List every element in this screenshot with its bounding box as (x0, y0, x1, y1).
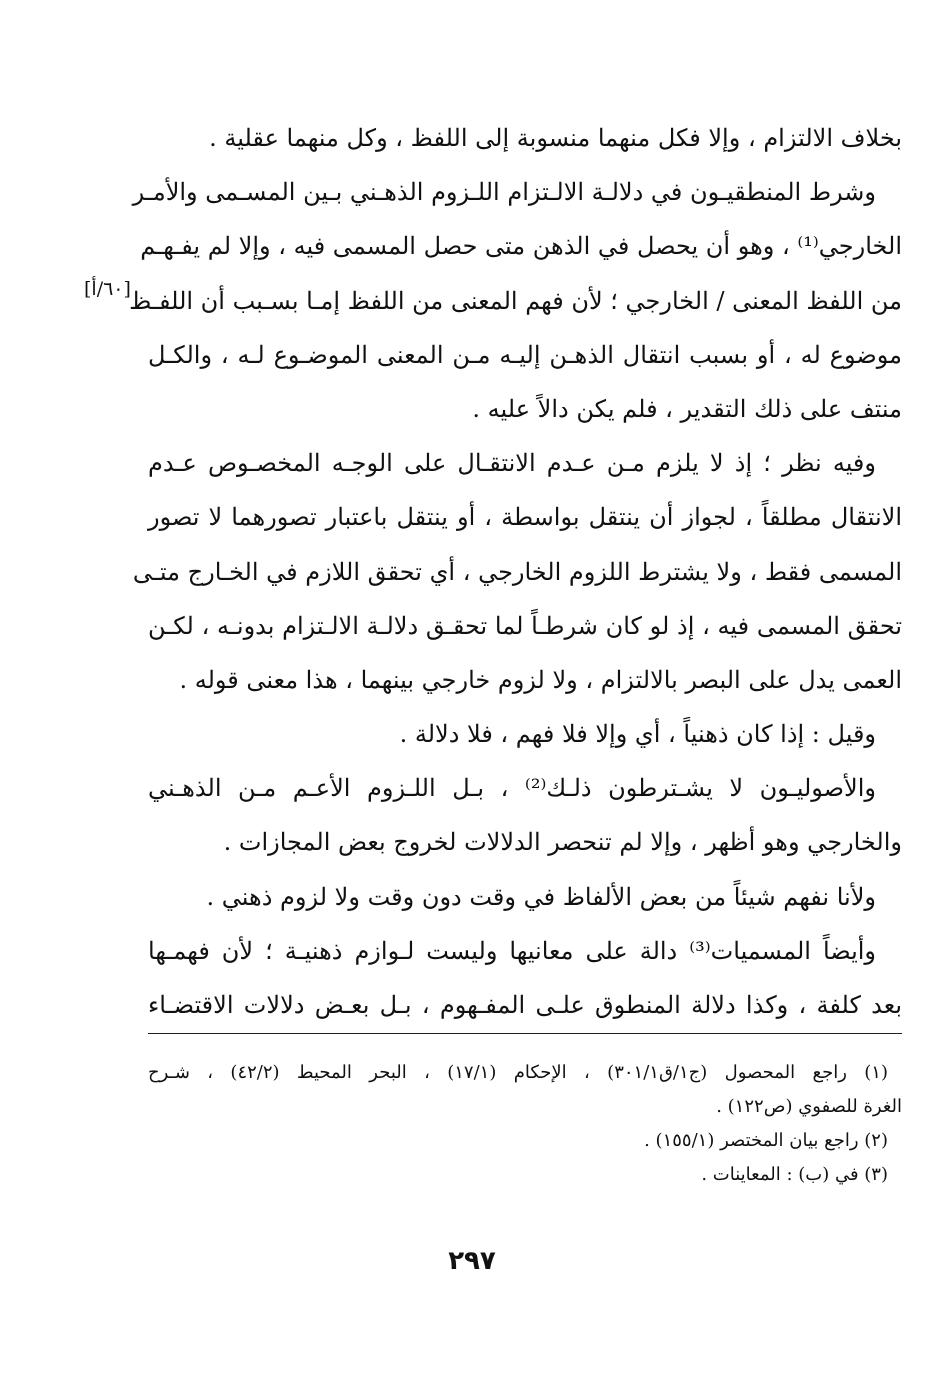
text-line: ولأنا نفهم شيئاً من بعض الألفاظ في وقت دون وقت ولا لزوم ذهني . (206, 882, 876, 911)
text-line: بخلاف الالتزام ، وإلا فكل منهما منسوبة إلى اللفظ ، وكل منهما عقلية . (209, 124, 902, 152)
text-line: وشرط المنطقيـون في دلالـة الالـتزام اللـزوم الذهـني بـين المسـمى والأمـر (132, 178, 876, 207)
text-line: تحقق المسمى فيه ، إذ لو كان شرطـاً لما تحقـق دلالـة الالـتزام بدونـه ، لكـن (148, 611, 902, 640)
text-line: الخارجي⁽¹⁾ ، وهو أن يحصل في الذهن متى حصل المسمى فيه ، وإلا لم يفـهـم (140, 232, 902, 261)
footnote-separator (148, 1033, 902, 1034)
text-line: موضوع له ، أو بسبب انتقال الذهـن إليـه مـن المعنى الموضـوع لـه ، والكـل (148, 340, 902, 369)
text-line: بعد كلفة ، وكذا دلالة المنطوق علـى المفـهوم ، بـل بعـض دلالات الاقتضـاء (148, 991, 902, 1019)
footnotes (148, 1056, 902, 1192)
text-line: والأصوليـون لا يشـترطون ذلـك⁽²⁾ ، بـل اللـزوم الأعـم مـن الذهـني (148, 774, 877, 803)
main-text (129, 111, 902, 1032)
text-line: الانتقال مطلقاً ، لجواز أن ينتقل بواسطة ، أو ينتقل باعتبار تصورهما لا تصور (148, 503, 902, 532)
text-line: والخارجي وهو أظهر ، وإلا لم تنحصر الدلالات لخروج بعض المجازات . (223, 828, 902, 857)
text-line: العمى يدل على البصر بالالتزام ، ولا لزوم خارجي بينهما ، هذا معنى قوله . (179, 665, 902, 694)
text-line: من اللفظ المعنى / الخارجي ؛ لأن فهم المعنى من اللفظ إمـا بسـبب أن اللفـظ (129, 286, 902, 315)
text-line: وفيه نظر ؛ إذ لا يلزم مـن عـدم الانتقـال على الوجـه المخصـوص عـدم (148, 449, 876, 478)
text-line: وأيضاً المسميات⁽³⁾ دالة على معانيها وليست لـوازم ذهنيـة ؛ لأن فهمـها (148, 936, 877, 965)
footnote-line: (١) راجع المحصول (ج١/ق٣٠١/١) ، الإحكام (١٧/١) ، البحر المحيط (٤٢/٢) ، شـرح (148, 1062, 888, 1083)
footnote-line: (٢) راجع بيان المختصر (١٥٥/١) . (644, 1130, 888, 1151)
manuscript-folio-reference: [٦٠/أ] (84, 278, 131, 300)
text-line: منتف على ذلك التقدير ، فلم يكن دالاً عليه . (472, 394, 902, 423)
footnote-line: (٣) في (ب) : المعاينات . (701, 1164, 888, 1185)
page-number: ٢٩٧ (448, 1246, 496, 1276)
text-line: وقيل : إذا كان ذهنياً ، أي وإلا فلا فهم ، فلا دلالة . (399, 720, 876, 749)
text-line: المسمى فقط ، ولا يشترط اللزوم الخارجي ، أي تحقق اللازم في الخـارج متـى (132, 557, 902, 586)
footnote-line: الغرة للصفوي (ص١٢٢) . (716, 1096, 902, 1117)
